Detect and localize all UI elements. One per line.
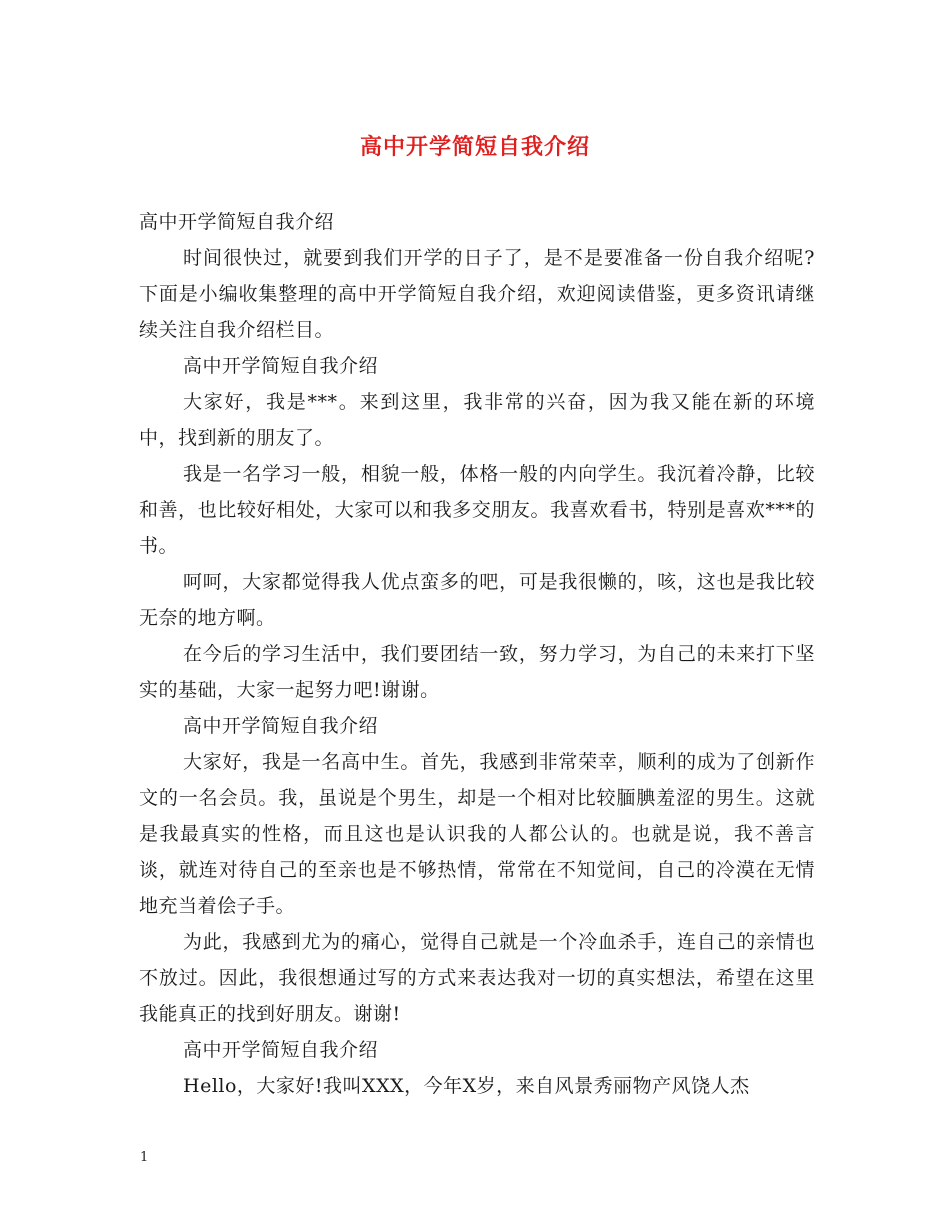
paragraph: 时间很快过，就要到我们开学的日子了，是不是要准备一份自我介绍呢?下面是小编收集整理的高中开学简短自我介绍，欢迎阅读借鉴，更多资讯请继续关注自我介绍栏目。 — [139, 247, 815, 341]
paragraph: 为此，我感到尤为的痛心，觉得自己就是一个冷血杀手，连自己的亲情也不放过。因此，我很想通过写的方式来表达我对一切的真实想法，希望在这里我能真正的找到好朋友。谢谢! — [139, 931, 815, 1025]
paragraph: 我是一名学习一般，相貌一般，体格一般的内向学生。我沉着冷静，比较和善，也比较好相处，大家可以和我多交朋友。我喜欢看书，特别是喜欢***的书。 — [139, 463, 815, 557]
section-heading: 高中开学简短自我介绍 — [183, 355, 379, 377]
paragraph: 在今后的学习生活中，我们要团结一致，努力学习，为自己的未来打下坚实的基础，大家一起努力吧!谢谢。 — [139, 643, 815, 701]
paragraph: 大家好，我是一名高中生。首先，我感到非常荣幸，顺利的成为了创新作文的一名会员。我，虽说是个男生，却是一个相对比较腼腆羞涩的男生。这就是我最真实的性格，而且这也是认识我的人都公认的。也就是说，我不善言谈，就连对待自己的至亲也是不够热情，常常在不知觉间，自己的冷漠在无情地充当着侩子手。 — [139, 751, 815, 917]
paragraph: 大家好，我是***。来到这里，我非常的兴奋，因为我又能在新的环境中，找到新的朋友了。 — [139, 391, 815, 449]
page-number: 1 — [140, 1150, 149, 1165]
section-heading: 高中开学简短自我介绍 — [183, 715, 379, 737]
paragraph: 高中开学简短自我介绍 — [139, 211, 335, 233]
document-title: 高中开学简短自我介绍 — [359, 134, 590, 160]
paragraph: 呵呵，大家都觉得我人优点蛮多的吧，可是我很懒的，咳，这也是我比较无奈的地方啊。 — [139, 571, 815, 629]
document-body — [139, 204, 815, 1104]
section-heading: 高中开学简短自我介绍 — [183, 1039, 379, 1061]
paragraph: Hello，大家好!我叫XXX，今年X岁，来自风景秀丽物产风饶人杰 — [183, 1075, 750, 1097]
